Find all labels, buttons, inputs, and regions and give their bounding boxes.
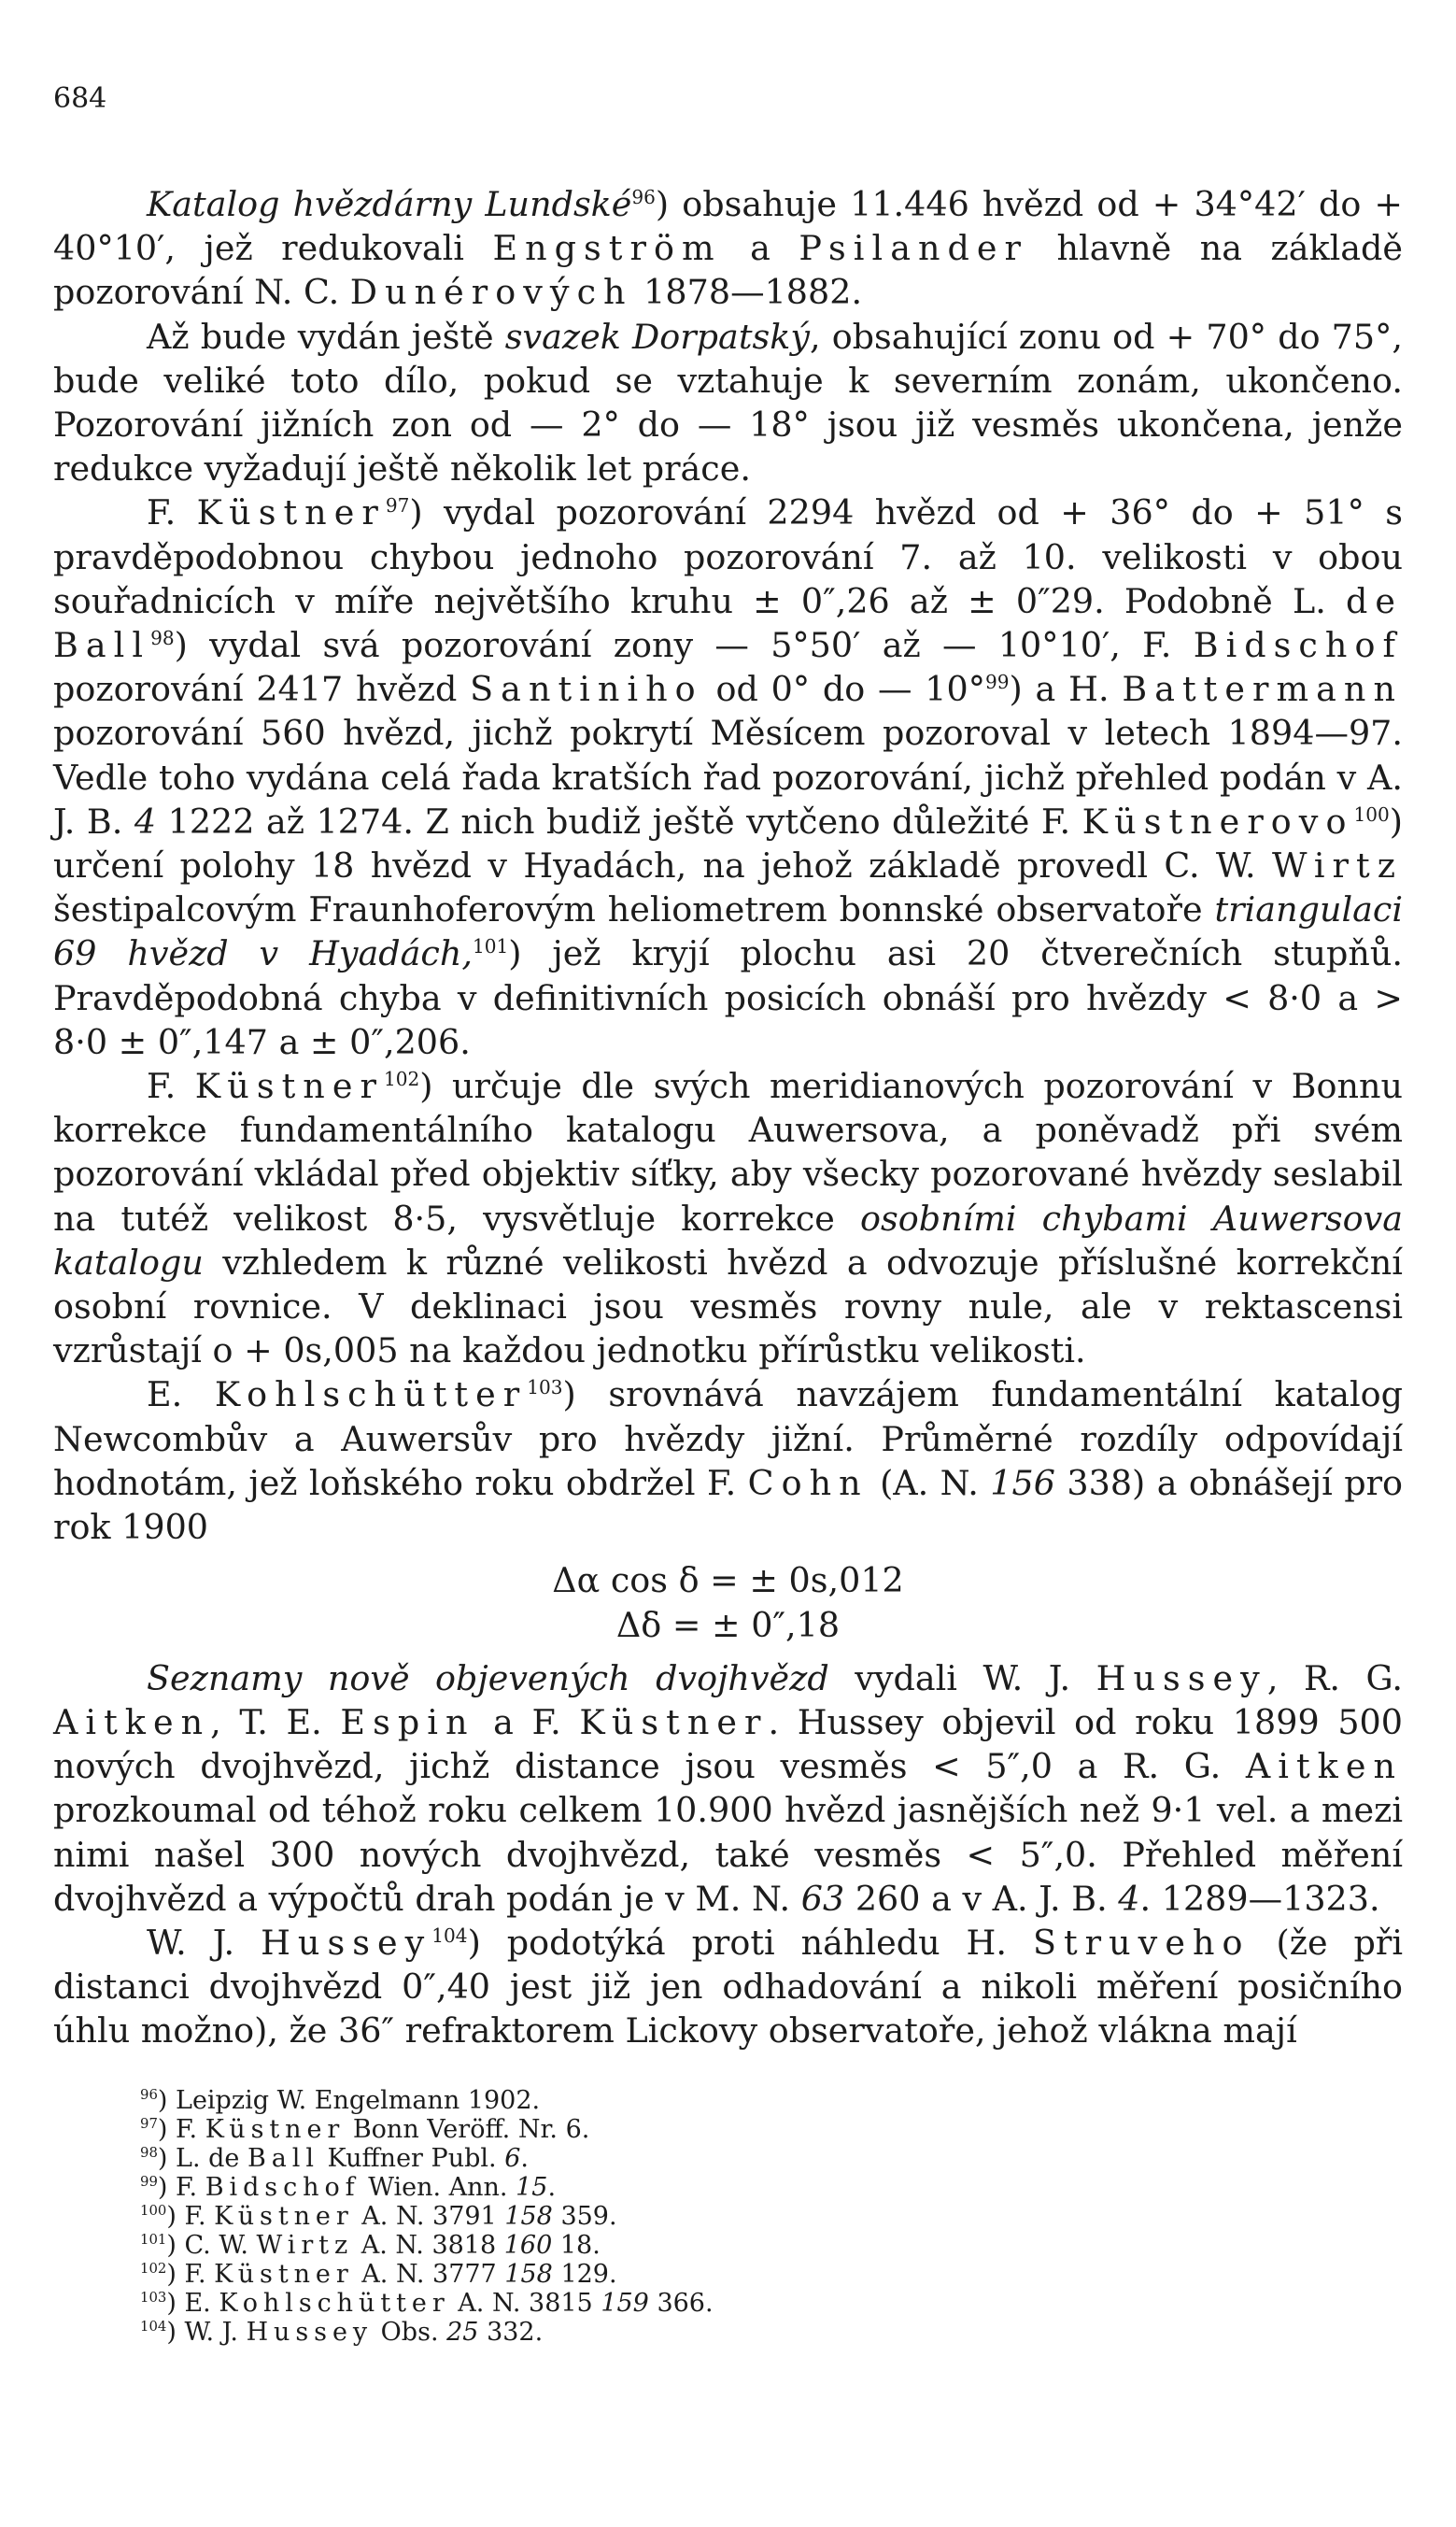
text-run: svazek Dorpatský (504, 316, 810, 357)
text-run: (že při distanci dvojhvězd 0″,40 jest již jen odhadování a nikoli měření posičního úhlu možno), že 36″ refraktorem Lickovy observatoře, jehož vlákna mají (53, 1922, 1403, 2051)
text-run: A. N. 3818 (353, 2231, 504, 2260)
text-run: A. N. 3791 (353, 2202, 505, 2231)
text-run: F. (147, 492, 197, 533)
para-lund-catalog (53, 182, 1403, 315)
text-run: Bidschof (1193, 625, 1403, 666)
text-run: F. (176, 2115, 205, 2144)
text-run: ) obsahuje 11.446 hvězd od + 34°42′ do + 40°10′, jež redukovali (53, 184, 1403, 269)
text-run: W. J. (147, 1922, 262, 1963)
footnote-bracket: ) (157, 2115, 177, 2144)
text-run: Kuffner Publ. (318, 2144, 505, 2173)
text-run: A. N. 3777 (353, 2260, 505, 2289)
text-run: Aitken (53, 1701, 211, 1742)
text-run: 156 (990, 1462, 1055, 1503)
body-text (53, 182, 1403, 2053)
text-run: , obsahující zonu od + 70° do 75°, bude veliké toto dílo, pokud se vztahuje k severním zonám, ukončeno. Pozorování jižních zon od — 2° do — 18° jsou již vesměs ukončena, jenže redukce vyžadují ještě několik let práce. (53, 316, 1403, 490)
paragraphs-bottom (53, 1656, 1403, 2053)
footnote-ref: 101 (472, 935, 509, 958)
text-run: E. (147, 1374, 215, 1415)
text-run: 260 a v A. J. B. (844, 1878, 1119, 1919)
text-run: 332. (478, 2318, 544, 2347)
text-run: pozorování 560 hvězd, jichž pokrytí Měsícem pozoroval v letech 1894—97. Vedle toho vydána celá řada kratších řad pozorování, jichž přehled podán v A. J. B. (53, 713, 1403, 842)
text-run: Wien. Ann. (360, 2173, 516, 2202)
text-run: Engström (492, 228, 722, 269)
text-run: ) vydal svá pozorování zony — 5°50′ až — 10°10′, F. (174, 625, 1194, 666)
paragraphs-top (53, 182, 1403, 1549)
text-run: Kohlschütter (214, 1374, 528, 1415)
footnote-bracket: ) (166, 2289, 185, 2318)
text-run: Katalog hvězdárny Lundské (147, 184, 632, 224)
text-run: Hussey (261, 1922, 432, 1963)
text-run: F. (176, 2173, 205, 2202)
text-run: Dunérových (349, 272, 633, 313)
text-run: A. N. 3815 (449, 2289, 601, 2318)
text-run: a F. (474, 1701, 580, 1742)
text-run: ) určuje dle svých meridianových pozorování v Bonnu korrekce fundamentálního katalogu Auwersova, a poněvadž při svém pozorování vkládal před objektiv síťky, aby všecky pozorované hvězdy seslabil na tutéž velikost 8·5, vysvětluje korrekce (53, 1066, 1403, 1239)
footnote-number: 100 (140, 2202, 167, 2219)
text-run: Küstner (196, 492, 386, 533)
text-run: Kohlschütter (219, 2289, 450, 2318)
text-run: ) podotýká proti náhledu H. (467, 1922, 1033, 1963)
text-run: ) jež kryjí plochu asi 20 čtverečních stupňů. Pravděpodobná chyba v definitivních posicích obnáší pro hvězdy < 8·0 a > 8·0 ± 0″,147 a ± 0″,206. (53, 933, 1404, 1062)
footnote-bracket: ) (157, 2086, 177, 2115)
text-run: vydali W. J. (828, 1657, 1096, 1698)
footnote-number: 104 (140, 2318, 167, 2335)
text-run: W. J. (184, 2318, 247, 2347)
text-run: 366. (648, 2289, 714, 2318)
footnote-bracket: ) (166, 2260, 185, 2289)
text-run: Až bude vydán ještě (147, 316, 505, 357)
text-run: Küstner (194, 1066, 384, 1107)
footnote-ref: 100 (1353, 802, 1390, 826)
footnote-ref: 96 (631, 185, 656, 208)
footnote-104 (140, 2318, 714, 2347)
text-run: Seznamy nově objevených dvojhvězd (147, 1657, 829, 1698)
footnote-101 (140, 2231, 714, 2260)
text-run: 1222 až 1274. Z nich budiž ještě vytčeno důležité F. (156, 801, 1082, 842)
text-run: 6 (504, 2144, 521, 2173)
text-run: Psilander (799, 228, 1029, 269)
text-run: 359. (552, 2202, 617, 2231)
footnote-number: 98 (140, 2144, 158, 2161)
text-run: Espin (340, 1701, 475, 1742)
text-run: Bonn Veröff. Nr. 6. (345, 2115, 590, 2144)
footnote-ref: 104 (431, 1924, 468, 1947)
text-run: Cohn (747, 1462, 869, 1503)
footnote-number: 99 (140, 2173, 158, 2190)
para-kustner-corrections (53, 1064, 1403, 1372)
footnote-number: 101 (140, 2231, 167, 2248)
text-run: hlavně na základě pozorování N. C. (53, 228, 1403, 313)
footnote-ref: 102 (383, 1067, 420, 1090)
text-run: Küstner (579, 1701, 769, 1742)
footnote-number: 102 (140, 2260, 167, 2277)
footnote-99 (140, 2173, 714, 2202)
text-run: 158 (504, 2260, 553, 2289)
footnote-ref: 103 (527, 1376, 563, 1399)
para-double-stars (53, 1656, 1403, 1921)
formula-line-2: Δδ = ± 0″,18 (615, 1604, 841, 1645)
text-run: 338) a obnášejí pro rok 1900 (53, 1462, 1403, 1548)
text-run: Küstnerovo (1081, 801, 1354, 842)
footnote-number: 97 (140, 2115, 158, 2132)
text-run: a (721, 228, 799, 269)
text-run: 158 (504, 2202, 553, 2231)
text-run: osobními chybami Auwersova katalogu (53, 1198, 1403, 1283)
footnote-bracket: ) (166, 2318, 185, 2347)
text-run: Ball (247, 2144, 319, 2173)
footnote-bracket: ) (166, 2231, 185, 2260)
para-dorpat (53, 315, 1403, 491)
footnote-bracket: ) (166, 2202, 185, 2231)
text-run: . (547, 2173, 557, 2202)
footnote-100 (140, 2202, 714, 2231)
text-run: F. (184, 2202, 215, 2231)
text-run: Küstner (205, 2115, 346, 2144)
text-run: 63 (800, 1878, 845, 1919)
para-kohlschutter (53, 1372, 1403, 1549)
footnote-98 (140, 2144, 714, 2173)
formula-line-1: Δα cos δ = ± 0s,012 (552, 1560, 904, 1601)
text-run: Obs. (373, 2318, 447, 2347)
text-run: 25 (446, 2318, 479, 2347)
footnote-102 (140, 2260, 714, 2289)
footnote-bracket: ) (157, 2173, 177, 2202)
text-run: Küstner (214, 2202, 354, 2231)
text-run: 160 (503, 2231, 553, 2260)
footnote-ref: 97 (385, 494, 410, 518)
text-run: L. de (176, 2144, 247, 2173)
text-run: F. (184, 2260, 215, 2289)
text-run: C. W. (184, 2231, 257, 2260)
text-run: triangulaci 69 hvězd v Hyadách, (53, 889, 1403, 974)
para-kustner-observations (53, 490, 1403, 1064)
text-run: Küstner (214, 2260, 354, 2289)
footnote-number: 96 (140, 2086, 158, 2103)
footnote-96 (140, 2086, 714, 2115)
text-run: Battermann (1122, 669, 1403, 710)
text-run: Santiniho (470, 669, 703, 710)
text-run: Hussey (1096, 1657, 1267, 1698)
text-run: 159 (601, 2289, 649, 2318)
footnote-103 (140, 2289, 714, 2318)
formula (53, 1558, 1403, 1646)
text-run: 4 (134, 801, 157, 842)
text-run: , T. E. (210, 1701, 341, 1742)
text-run: , R. G. (1266, 1657, 1403, 1698)
text-run: Struveho (1032, 1922, 1251, 1963)
text-run: 15 (516, 2173, 548, 2202)
text-run: 129. (552, 2260, 617, 2289)
footnote-number: 103 (140, 2289, 167, 2306)
text-run: šestipalcovým Fraunhoferovým heliometrem bonnské observatoře (53, 889, 1215, 930)
text-run: 1878—1882. (632, 272, 863, 313)
text-run: . Hussey objevil od roku 1899 500 nových dvojhvězd, jichž distance jsou vesměs < 5″,0 a R. G. (53, 1701, 1403, 1787)
text-run: de Ball (53, 580, 1403, 666)
text-run: ) určení polohy 18 hvězd v Hyadách, na jehož základě provedl C. W. (53, 801, 1404, 887)
text-run: pozorování 2417 hvězd (53, 669, 471, 710)
footnotes (140, 2086, 714, 2347)
text-run: Aitken (1245, 1746, 1403, 1787)
text-run: od 0° do — 10° (702, 669, 985, 710)
footnote-97 (140, 2115, 714, 2144)
text-run: (A. N. (868, 1462, 991, 1503)
text-run: ) a H. (1009, 669, 1123, 710)
text-run: Bidschof (205, 2173, 360, 2202)
text-run: ) srovnává navzájem fundamentální katalog Newcombův a Auwersův pro hvězdy jižní. Průměrné rozdíly odpovídají hodnotám, jež loňského roku obdržel F. (53, 1374, 1403, 1503)
text-run: . (520, 2144, 529, 2173)
text-run: E. (184, 2289, 219, 2318)
text-run: 4 (1118, 1878, 1140, 1919)
text-run: . 1289—1323. (1139, 1878, 1380, 1919)
footnote-ref: 98 (150, 626, 175, 649)
page-number: 684 (53, 82, 107, 115)
text-run: Hussey (246, 2318, 374, 2347)
footnote-bracket: ) (157, 2144, 177, 2173)
text-run: F. (147, 1066, 195, 1107)
text-run: ) vydal pozorování 2294 hvězd od + 36° do + 51° s pravděpodobnou chybou jednoho pozorování 7. až 10. velikosti v obou souřadnicích v míře největšího kruhu ± 0″,26 až ± 0″29. Podobně L. (53, 492, 1403, 621)
text-run: Leipzig W. Engelmann 1902. (176, 2086, 541, 2115)
text-run: 18. (552, 2231, 601, 2260)
para-hussey (53, 1921, 1403, 2053)
text-run: vzhledem k různé velikosti hvězd a odvozuje příslušné korrekční osobní rovnice. V deklinaci jsou vesměs rovny nule, ale v rektascensi vzrůstají o + 0s,005 na každou jednotku přírůstku velikosti. (53, 1242, 1403, 1371)
text-run: Wirtz (1271, 845, 1403, 887)
text-run: prozkoumal od téhož roku celkem 10.900 hvězd jasnějších než 9·1 vel. a mezi nimi našel 300 nových dvojhvězd, také vesměs < 5″,0. Přehled měření dvojhvězd a výpočtů drah podán je v M. N. (53, 1790, 1403, 1919)
text-run: Wirtz (256, 2231, 354, 2260)
footnote-ref: 99 (985, 671, 1010, 694)
